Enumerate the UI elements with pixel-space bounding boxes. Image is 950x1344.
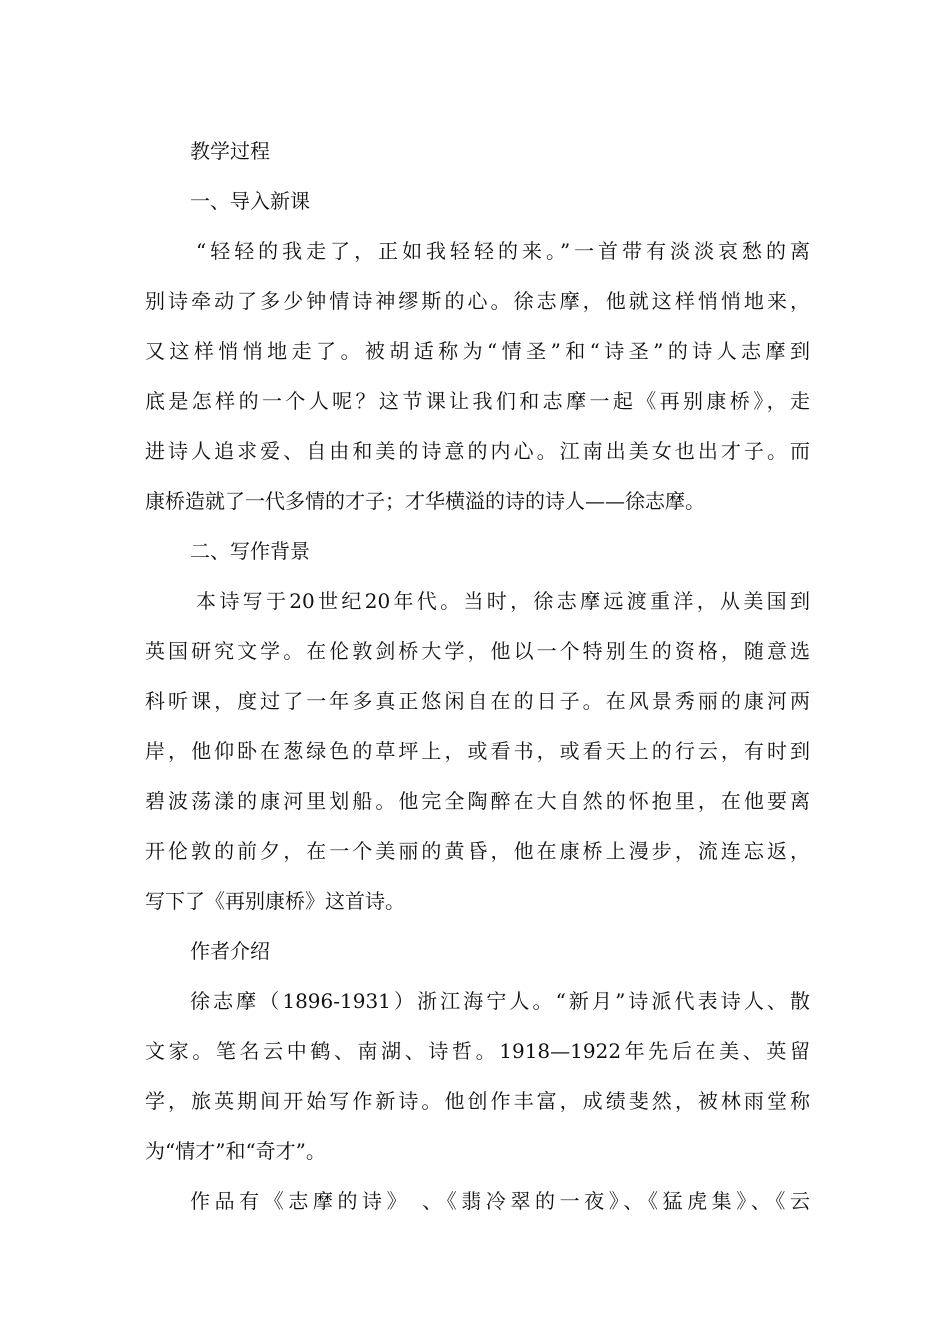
paragraph-line: 写下了《再别康桥》这首诗。 xyxy=(145,889,405,913)
paragraph-line: 进诗人追求爱、自由和美的诗意的内心。江南出美女也出才子。而 xyxy=(145,439,810,463)
paragraph-line: 碧波荡漾的康河里划船。他完全陶醉在大自然的怀抱里，在他要离 xyxy=(145,789,810,813)
paragraph-line: 学，旅英期间开始写作新诗。他创作丰富，成绩斐然，被林雨堂称 xyxy=(145,1089,810,1113)
paragraph-line: 又这样悄悄地走了。被胡适称为“情圣”和“诗圣”的诗人志摩到 xyxy=(145,339,810,363)
paragraph-line: 作品有《志摩的诗》 、《翡冷翠的一夜》、《猛虎集》、《云 xyxy=(190,1189,810,1213)
heading-teaching-process: 教学过程 xyxy=(190,139,270,163)
heading-intro-new-lesson: 一、导入新课 xyxy=(190,189,310,213)
heading-author-intro: 作者介绍 xyxy=(190,939,270,963)
paragraph-line: 徐志摩（1896-1931）浙江海宁人。“新月”诗派代表诗人、散 xyxy=(190,989,810,1013)
paragraph-line: 本诗写于20世纪20年代。当时，徐志摩远渡重洋，从美国到 xyxy=(196,589,810,613)
paragraph-line: 康桥造就了一代多情的才子；才华横溢的诗的诗人——徐志摩。 xyxy=(145,489,705,513)
paragraph-line: 文家。笔名云中鹤、南湖、诗哲。1918—1922年先后在美、英留 xyxy=(145,1039,810,1063)
paragraph-line: 别诗牵动了多少钟情诗神缪斯的心。徐志摩，他就这样悄悄地来， xyxy=(145,289,810,313)
paragraph-line: “轻轻的我走了，正如我轻轻的来。”一首带有淡淡哀愁的离 xyxy=(196,239,810,263)
paragraph-line: 为“情才”和“奇才”。 xyxy=(145,1139,326,1163)
heading-writing-background: 二、写作背景 xyxy=(190,539,310,563)
paragraph-line: 英国研究文学。在伦敦剑桥大学，他以一个特别生的资格，随意选 xyxy=(145,639,810,663)
paragraph-line: 开伦敦的前夕，在一个美丽的黄昏，他在康桥上漫步，流连忘返， xyxy=(145,839,810,863)
paragraph-line: 科听课，度过了一年多真正悠闲自在的日子。在风景秀丽的康河两 xyxy=(145,689,810,713)
paragraph-line: 底是怎样的一个人呢？这节课让我们和志摩一起《再别康桥》，走 xyxy=(145,389,810,413)
paragraph-line: 岸，他仰卧在葱绿色的草坪上，或看书，或看天上的行云，有时到 xyxy=(145,739,810,763)
